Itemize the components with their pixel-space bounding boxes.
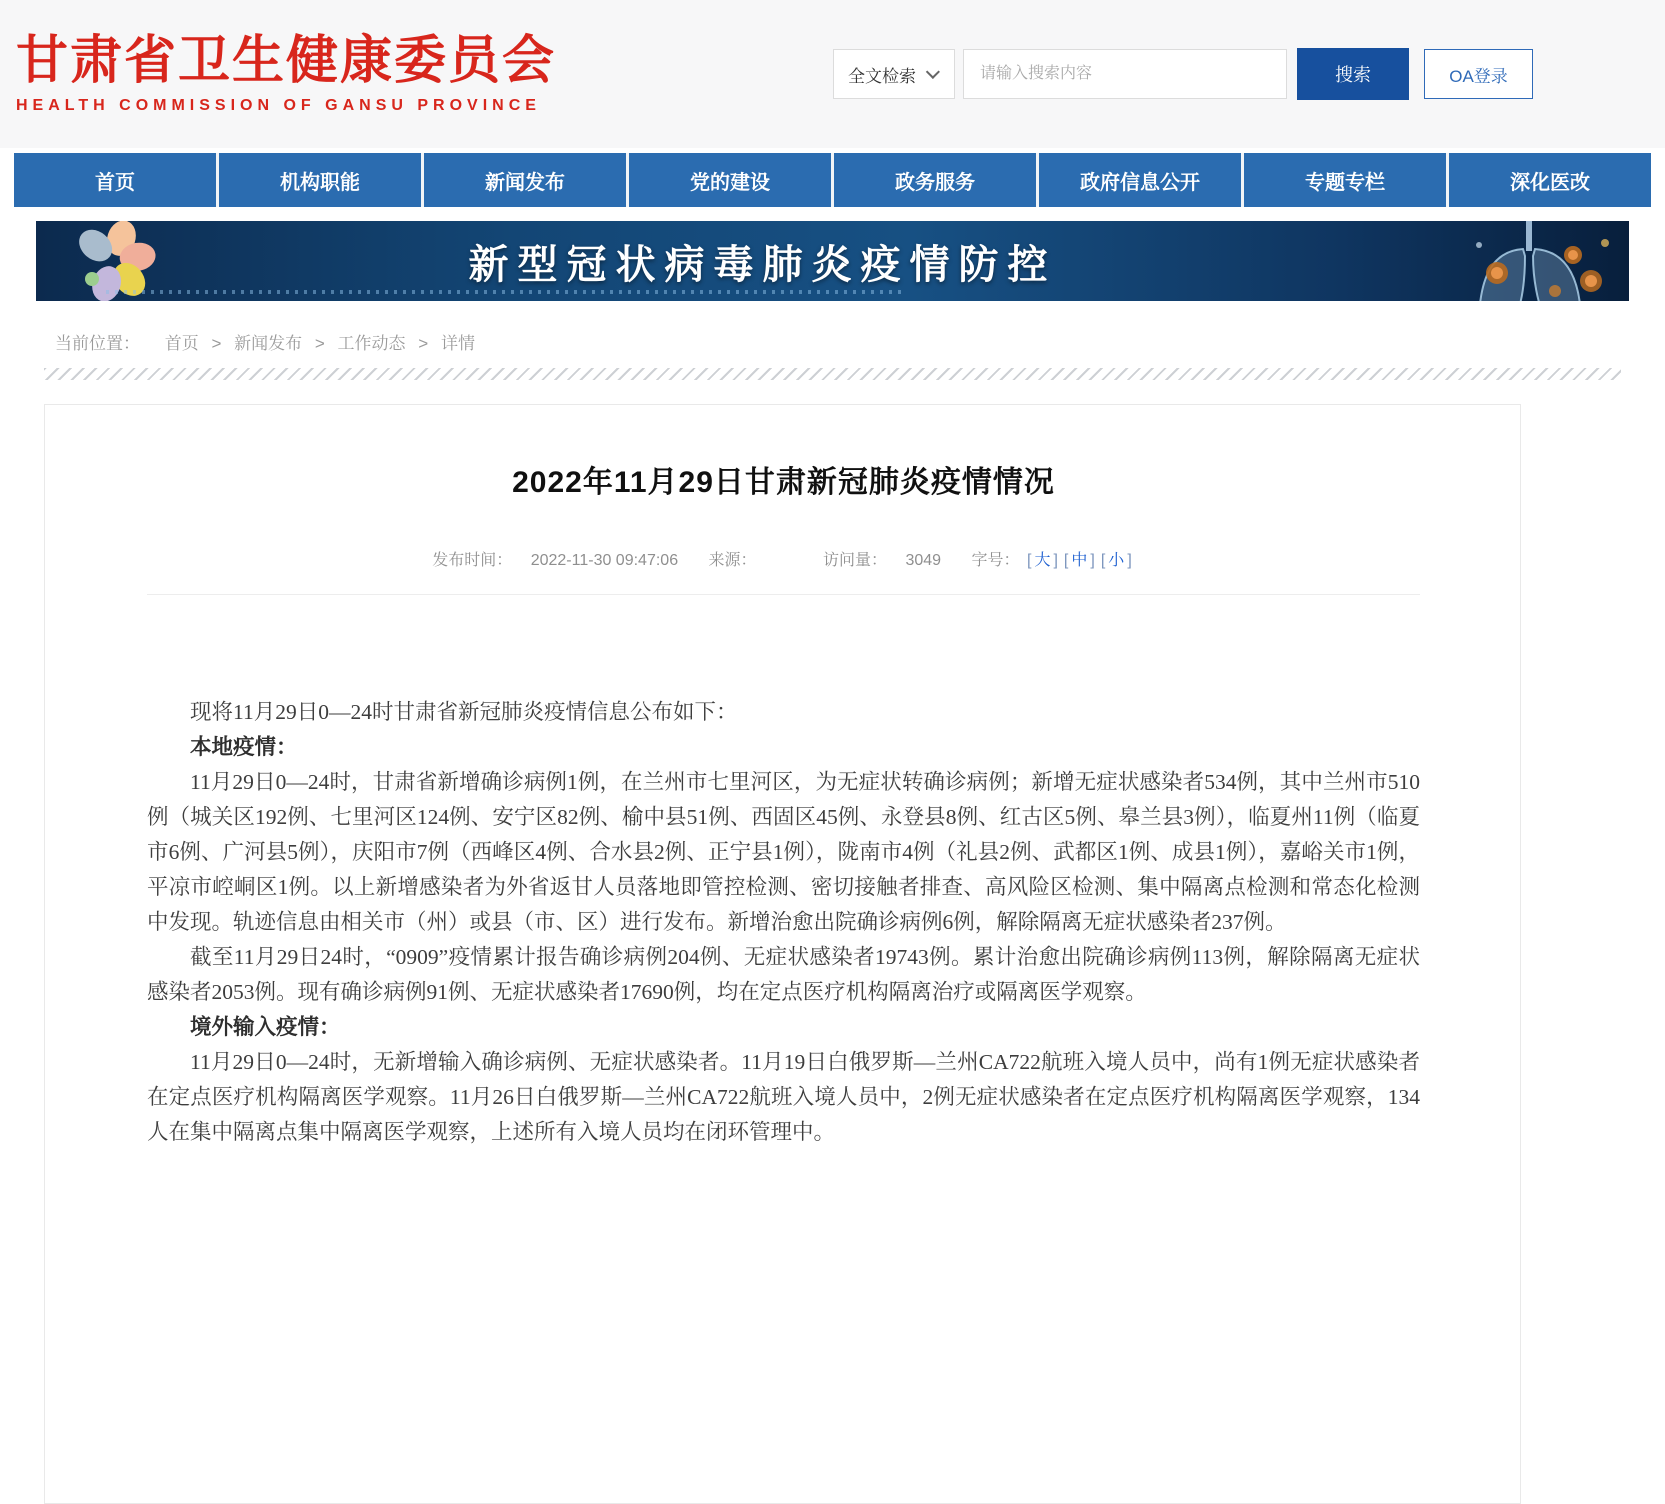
bracket: [ <box>1027 552 1032 569</box>
search-input[interactable] <box>963 49 1287 99</box>
logo-subtitle: HEALTH COMMISSION OF GANSU PROVINCE <box>16 97 541 115</box>
breadcrumb-label: 当前位置： <box>55 334 140 353</box>
article-paragraph: 截至11月29日24时，“0909”疫情累计报告确诊病例204例、无症状感染者19743例。累计治愈出院确诊病例113例，解除隔离无症状感染者2053例。现有确诊病例91例、无症状感染者17690例，均在定点医疗机构隔离治疗或隔离医学观察。 <box>147 945 1420 1004</box>
article-title: 2022年11月29日甘肃新冠肺炎疫情情况 <box>512 466 1055 499</box>
nav-item-reform[interactable]: 深化医改 <box>1446 153 1651 207</box>
pinwheel-flower-icon <box>72 221 156 301</box>
fontsize-label: 字号： <box>971 552 1020 569</box>
search-category-dropdown[interactable] <box>833 49 955 99</box>
breadcrumb-detail: 详情 <box>440 334 475 353</box>
bracket: ] <box>1053 552 1058 569</box>
article-paragraph: 11月29日0—24时，无新增输入确诊病例、无症状感染者。11月19日白俄罗斯—兰州CA722航班入境人员中，尚有1例无症状感染者在定点医疗机构隔离医学观察。11月26日白俄罗斯—兰州CA722航班入境人员中，2例无症状感染者在定点医疗机构隔离医学观察，134人在集中隔离点集中隔离医学观察，上述所有入境人员均在闭环管理中。 <box>147 1050 1420 1144</box>
bracket: [ <box>1100 552 1106 569</box>
lungs-illustration-icon <box>1433 221 1623 301</box>
site-logo[interactable] <box>16 33 556 115</box>
chevron-down-icon <box>926 65 940 79</box>
nav-item-services[interactable]: 政务服务 <box>831 153 1036 207</box>
breadcrumb-separator: > <box>418 334 429 353</box>
main-nav <box>14 153 1651 207</box>
nav-item-info-public[interactable]: 政府信息公开 <box>1036 153 1241 207</box>
font-small-button[interactable]: 小 <box>1108 552 1125 569</box>
search-category-label: 全文检索 <box>848 66 916 86</box>
article-card <box>44 404 1521 1504</box>
oa-login-button[interactable]: OA登录 <box>1424 49 1533 99</box>
section-heading-imported: 境外输入疫情： <box>190 1015 341 1039</box>
font-large-button[interactable]: 大 <box>1034 552 1051 569</box>
publish-time-value: 2022-11-30 09:47:06 <box>530 552 679 569</box>
covid-banner[interactable] <box>36 221 1629 301</box>
nav-item-party[interactable]: 党的建设 <box>626 153 831 207</box>
views-value: 3049 <box>905 552 942 569</box>
nav-item-news[interactable]: 新闻发布 <box>421 153 626 207</box>
section-heading-local: 本地疫情： <box>190 735 298 759</box>
nav-item-topics[interactable]: 专题专栏 <box>1241 153 1446 207</box>
article-paragraph: 11月29日0—24时，甘肃省新增确诊病例1例，在兰州市七里河区，为无症状转确诊病例；新增无症状感染者534例，其中兰州市510例（城关区192例、七里河区124例、安宁区82例、榆中县51例、西固区45例、永登县8例、红古区5例、皋兰县3例），临夏州11例（临夏市6例、广河县5例），庆阳市7例（西峰区4例、合水县2例、正宁县1例），陇南市4例（礼县2例、武都区1例、成县1例），嘉峪关市1例，平凉市崆峒区1例。以上新增感染者为外省返甘人员落地即管控检测、密切接触者排查、高风险区检测、集中隔离点检测和常态化检测中发现。轨迹信息由相关市（州）或县（市、区）进行发布。新增治愈出院确诊病例6例，解除隔离无症状感染者237例。 <box>147 770 1420 934</box>
banner-title: 新型冠状病毒肺炎疫情防控 <box>468 242 1057 287</box>
search-button[interactable]: 搜索 <box>1297 48 1409 100</box>
breadcrumb <box>55 329 1665 354</box>
publish-time-label: 发布时间： <box>432 552 513 569</box>
article-body <box>147 695 1420 1150</box>
breadcrumb-separator: > <box>314 334 325 353</box>
breadcrumb-news[interactable]: 新闻发布 <box>234 334 303 353</box>
search-area <box>833 48 1533 100</box>
article-paragraph: 现将11月29日0—24时甘肃省新冠肺炎疫情信息公布如下： <box>190 700 738 724</box>
bracket: [ <box>1063 552 1069 569</box>
logo-title: 甘肃省卫生健康委员会 <box>16 31 557 90</box>
source-label: 来源： <box>708 552 757 569</box>
bracket: ] <box>1090 552 1095 569</box>
nav-item-home[interactable]: 首页 <box>95 171 135 194</box>
breadcrumb-dynamics[interactable]: 工作动态 <box>337 334 406 353</box>
breadcrumb-separator: > <box>211 334 222 353</box>
site-header <box>0 0 1665 148</box>
article-meta <box>147 547 1420 595</box>
nav-item-functions[interactable]: 机构职能 <box>216 153 421 207</box>
breadcrumb-home[interactable]: 首页 <box>164 334 199 353</box>
views-label: 访问量： <box>823 552 888 569</box>
bracket: ] <box>1127 552 1132 569</box>
hatched-divider <box>44 368 1621 380</box>
font-medium-button[interactable]: 中 <box>1071 552 1088 569</box>
